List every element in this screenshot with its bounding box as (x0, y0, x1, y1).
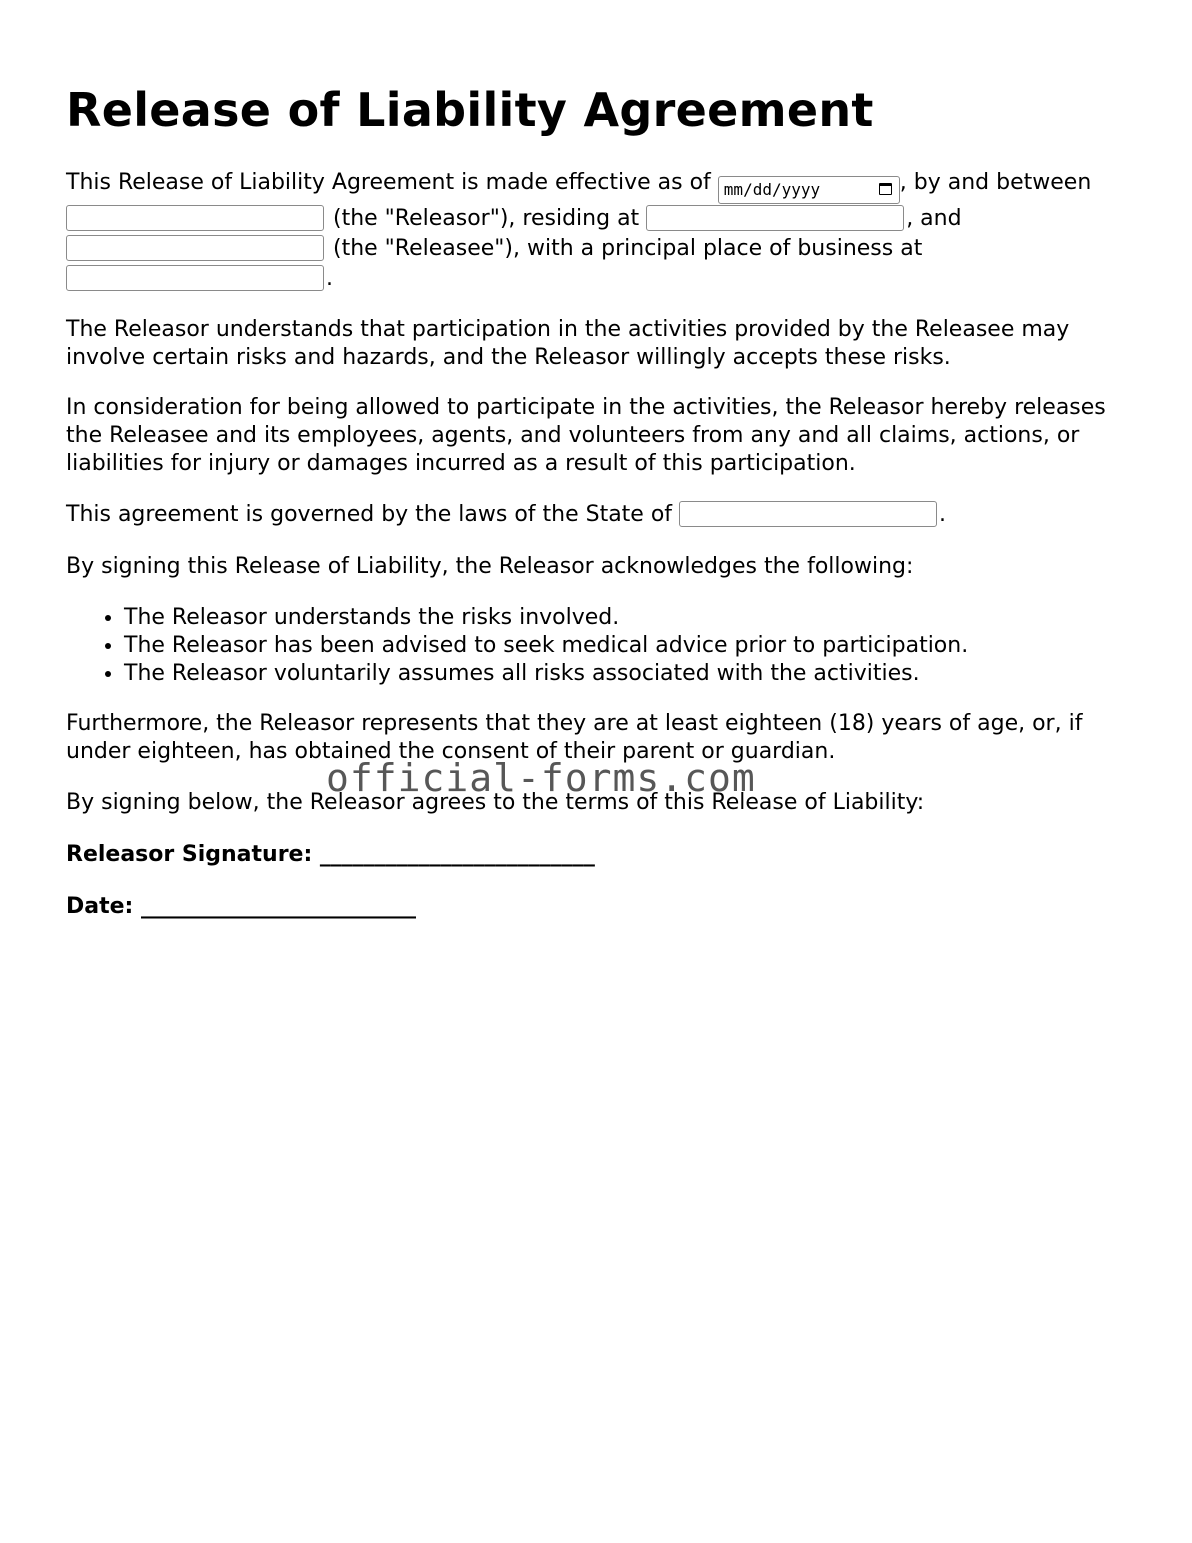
release-paragraph: In consideration for being allowed to participate in the activities, the Releasor hereby releases the Releasee and its employees, agents, and volunteers from any and all claims, actions, or liabilities for injury or damages incurred as a result of this participation. (66, 395, 1106, 476)
acknowledge-intro: By signing this Release of Liability, the Releasor acknowledges the following: (66, 554, 914, 579)
date-line: Date: _________________________ (66, 894, 417, 919)
intro-paragraph (66, 168, 1136, 294)
document-title: Release of Liability Agreement (66, 83, 874, 137)
intro-text-6: . (326, 266, 333, 291)
risks-paragraph: The Releasor understands that participation in the activities provided by the Releasee may involve certain risks and hazards, and the Releasor willingly accepts these risks. (66, 317, 1070, 370)
state-input[interactable] (679, 501, 937, 527)
intro-text-3: (the "Releasor"), residing at (333, 206, 640, 231)
list-item: • The Releasor has been advised to seek medical advice prior to participation. (124, 632, 1136, 660)
intro-text-2: , by and between (899, 170, 1092, 195)
releasor-address-input[interactable] (646, 205, 904, 231)
date-placeholder: mm/dd/yyyy (723, 180, 821, 199)
releasor-signature-line: Releasor Signature: _________________________ (66, 842, 595, 867)
governing-law-end: . (939, 502, 947, 527)
releasee-name-input[interactable] (66, 235, 324, 261)
list-item: • The Releasor understands the risks involved. (124, 604, 1136, 632)
effective-date-input[interactable] (718, 176, 900, 204)
age-paragraph: Furthermore, the Releasor represents that they are at least eighteen (18) years of age, or, if under eighteen, has obtained the consent of their parent or guardian. (66, 711, 1083, 764)
governing-law-paragraph (66, 500, 1136, 530)
watermark: official-forms.com (326, 756, 756, 800)
calendar-icon[interactable] (879, 183, 892, 195)
intro-text-1: This Release of Liability Agreement is made effective as of (66, 170, 711, 195)
list-item: • The Releasor voluntarily assumes all risks associated with the activities. (124, 660, 1136, 688)
document-page (66, 80, 1136, 944)
agree-paragraph: By signing below, the Releasor agrees to the terms of this Release of Liability: (66, 790, 925, 815)
governing-law-text: This agreement is governed by the laws of the State of (66, 502, 673, 527)
releasee-business-address-input[interactable] (66, 265, 324, 291)
intro-text-4: , and (906, 206, 962, 231)
releasor-name-input[interactable] (66, 205, 324, 231)
acknowledgement-list (66, 604, 1136, 688)
intro-text-5: (the "Releasee"), with a principal place of business at (333, 236, 923, 261)
